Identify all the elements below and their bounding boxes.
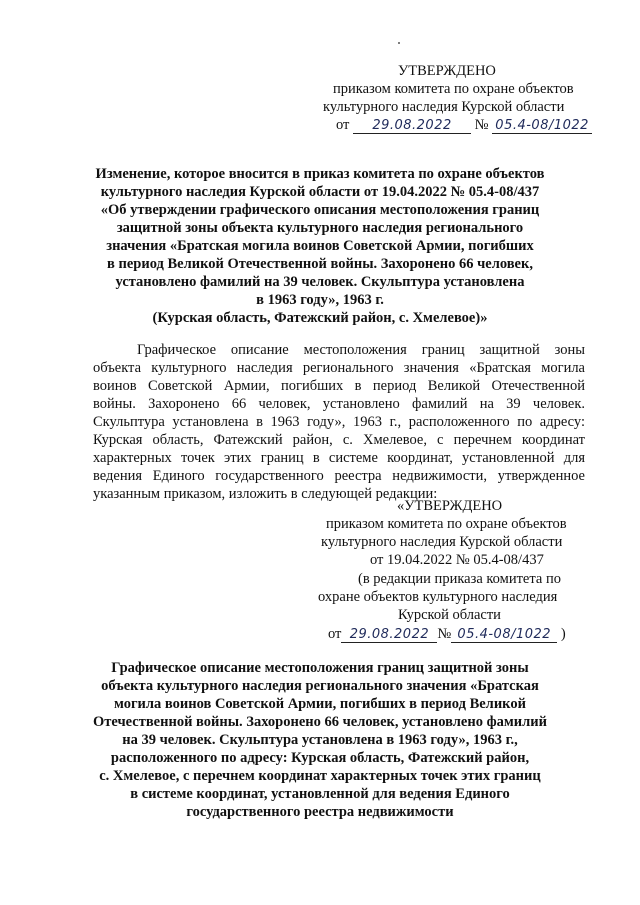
body-line: Графическое описание местоположения границ защитной зоны (137, 342, 585, 358)
heading2-line: государственного реестра недвижимости (186, 804, 454, 820)
number-field (492, 118, 592, 134)
body-line: ведения Единого государственного реестра недвижимости, утвержденное (93, 468, 585, 484)
number-prefix: № (437, 626, 452, 642)
heading2-line: с. Хмелевое, с перечнем координат характерных точек этих границ (99, 768, 541, 784)
handwritten-number: 05.4-08/1022 (457, 627, 552, 642)
approval2-line-6: Курской области (398, 607, 501, 623)
heading2-line: объекта культурного наследия регионального значения «Братская (101, 678, 539, 694)
heading-line: Изменение, которое вносится в приказ комитета по охране объектов (95, 166, 545, 182)
date-prefix: от (328, 626, 342, 642)
body-line: объекта культурного наследия регионального значения «Братская могила (93, 360, 585, 376)
approval2-line-5: охране объектов культурного наследия (318, 589, 558, 605)
heading2-line: Отечественной войны. Захоронено 66 человек, установлено фамилий (93, 714, 547, 730)
heading-line: «Об утверждении графического описания местоположения границ (100, 202, 540, 218)
heading2-line: Графическое описание местоположения границ защитной зоны (111, 660, 529, 676)
approval2-line-3: от 19.04.2022 № 05.4-08/437 (370, 552, 544, 568)
handwritten-number: 05.4-08/1022 (495, 118, 589, 133)
body-line: указанным приказом, изложить в следующей редакции: (93, 486, 438, 502)
number-prefix: № (474, 117, 489, 133)
heading-line: установлено фамилий на 39 человек. Скульптура установлена (115, 274, 525, 290)
heading-line: культурного наследия Курской области от 19.04.2022 № 05.4-08/437 (100, 184, 540, 200)
body-line: характерных точек этих границ в системе координат, установленной для (93, 450, 585, 466)
handwritten-date: 29.08.2022 (372, 118, 452, 133)
approval-line-2: культурного наследия Курской области (323, 99, 565, 115)
approval2-date-line (328, 625, 566, 643)
body-line: Скульптура установлена в 1963 году», 1963 г., расположенного по адресу: (93, 414, 585, 430)
heading2-line: на 39 человек. Скульптура установлена в 1963 году», 1963 г., (122, 732, 518, 748)
approval-title: УТВЕРЖДЕНО (398, 63, 496, 79)
approval2-line-4: (в редакции приказа комитета по (358, 571, 561, 587)
body-line: воинов Советской Армии, погибших в период Великой Отечественной (93, 378, 585, 394)
approval2-line-1: приказом комитета по охране объектов (326, 516, 567, 532)
heading-line: защитной зоны объекта культурного наследия регионального (116, 220, 524, 236)
approval2-line-2: культурного наследия Курской области (321, 534, 563, 550)
heading-line: (Курская область, Фатежский район, с. Хмелевое)» (152, 310, 488, 326)
date-field (353, 118, 471, 134)
approval-line-1: приказом комитета по охране объектов (333, 81, 574, 97)
date-prefix: от (336, 117, 350, 133)
heading2-line: могила воинов Советской Армии, погибших в период Великой (114, 696, 526, 712)
heading2-line: в системе координат, установленной для ведения Единого (130, 786, 510, 802)
heading2-line: расположенного по адресу: Курская область, Фатежский район, (110, 750, 530, 766)
heading-line: в 1963 году», 1963 г. (256, 292, 384, 308)
scan-dot (398, 42, 400, 44)
heading-line: в период Великой Отечественной войны. Захоронено 66 человек, (107, 256, 533, 272)
body-line: войны. Захоронено 66 человек, установлено фамилий на 39 человек. (93, 396, 585, 412)
date-field (341, 627, 437, 643)
number-field (451, 627, 557, 643)
closing-paren: ) (560, 626, 566, 642)
heading-line: значения «Братская могила воинов Советской Армии, погибших (106, 238, 534, 254)
approval2-title: «УТВЕРЖДЕНО (397, 498, 503, 514)
body-line: Курская область, Фатежский район, с. Хмелевое, с перечнем координат (93, 432, 585, 448)
approval-date-line (336, 116, 592, 134)
handwritten-date: 29.08.2022 (349, 627, 430, 642)
